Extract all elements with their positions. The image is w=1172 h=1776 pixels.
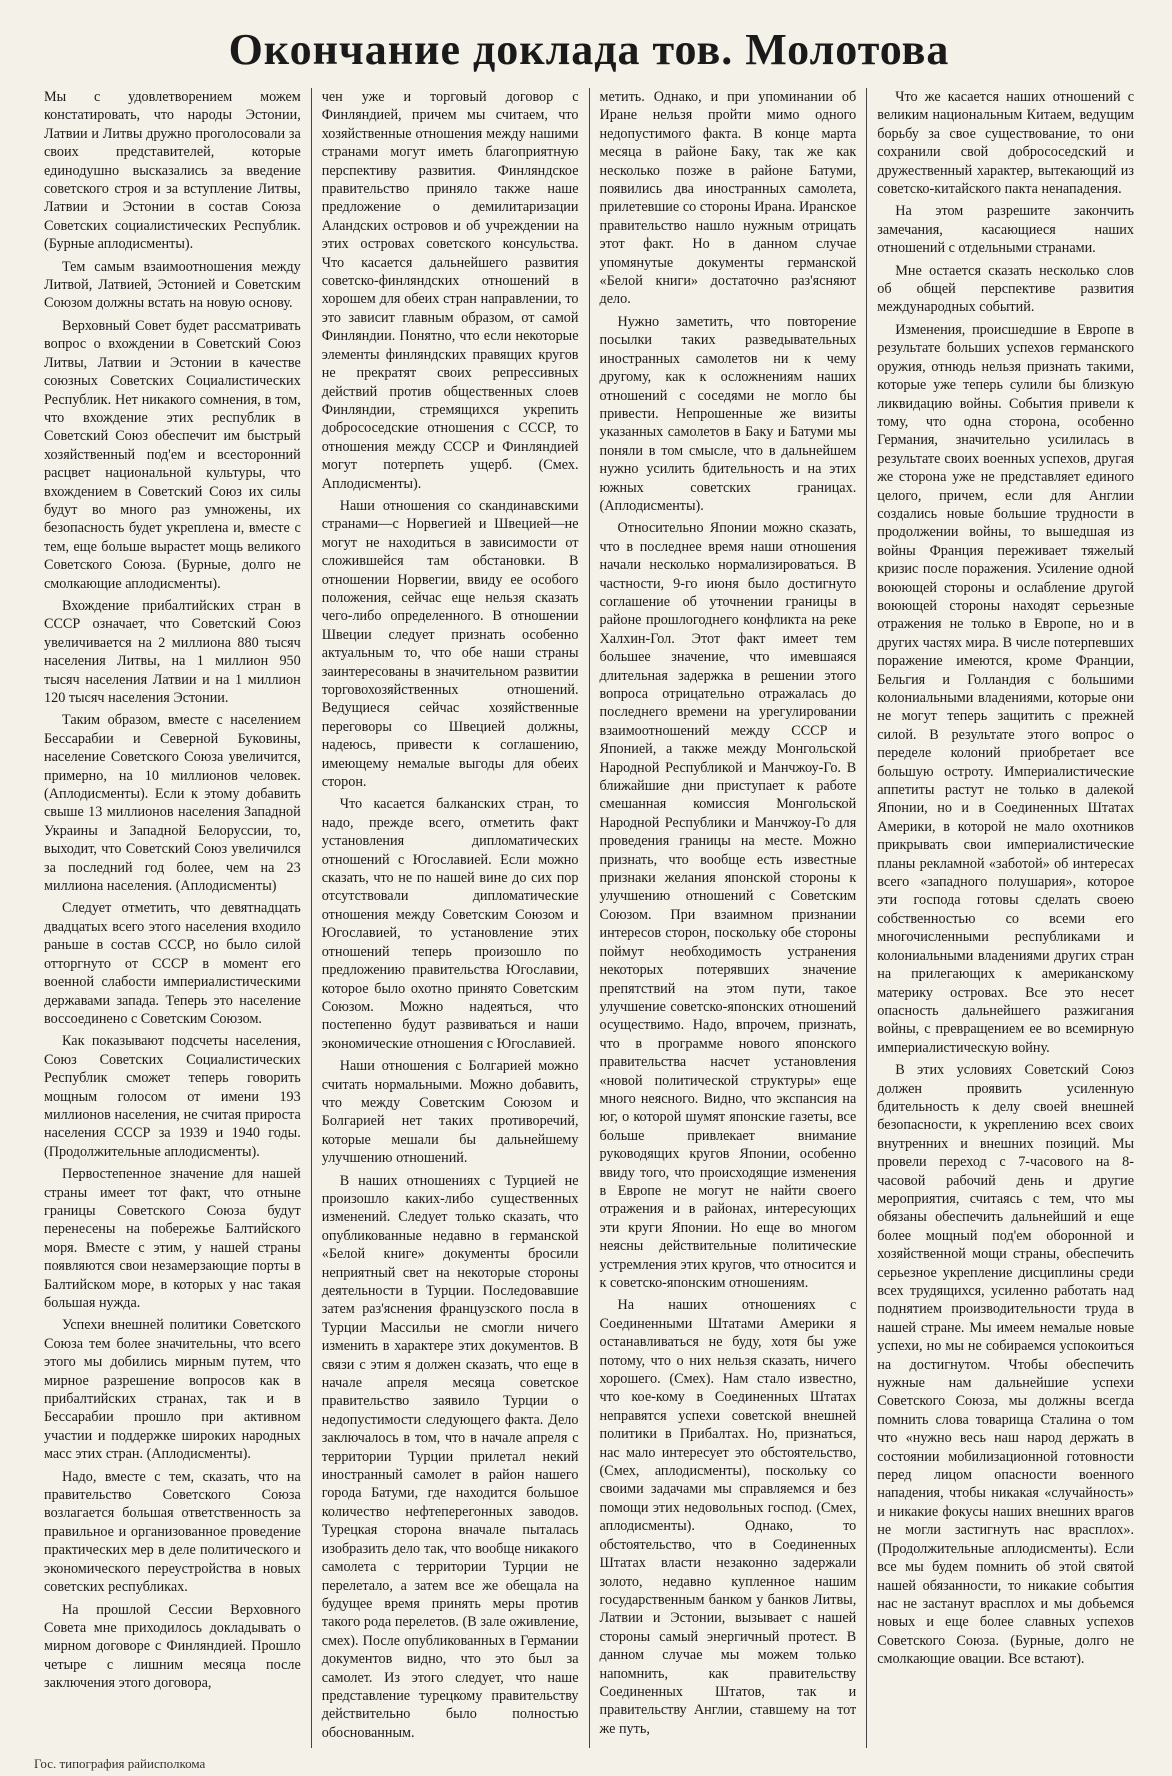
column-4 [866,88,1144,1748]
paragraph: Наши отношения со скандинавскими странами—с Норвегией и Швецией—не могут не находиться в зависимости от сложившейся там обстановки. В отношении Норвегии, ввиду ее особого положения, сейчас еще нельзя сказать чего-либо определенного. В отношении Швеции следует признать особенно актуальным то, что обе наши страны заинтересованы в значительном развитии торговохозяйственных отношений. Ведущиеся сейчас хозяйственные переговоры со Швецией должны, надеюсь, привести к соглашению, имеющему немалые выгоды для обеих сторон. [321,497,579,791]
column-1 [34,88,311,1748]
imprint-text: Гос. типография райисполкома [34,1756,206,1771]
paragraph: На этом разрешите закончить замечания, касающиеся наших отношений с отдельными странами. [877,203,1134,257]
paragraph: Тем самым взаимоотношения между Литвой, Латвией, Эстонией и Советским Союзом должны встать на новую основу. [44,258,301,312]
paragraph: Изменения, происшедшие в Европе в результате больших успехов германского оружия, отнюдь нельзя признать такими, которые уже теперь сулили бы близкую ликвидацию войны. События привели к тому, что одна сторона, особенно Германия, значительно усилилась в результате своих военных успехов, другая же сторона уже не представляет единого целого, причем, если для Англии создались новые большие трудности в продолжении войны, то вышедшая из войны Франция переживает тяжелый кризис после поражения. Усиление одной воюющей стороны и ослабление другой воюющей стороны находят серьезные отражения не только в Европе, но и в других частях мира. В числе потерпевших поражение имеются, кроме Франции, Бельгия и Голландия с большими колониальными владениями, которые они не могут теперь защитить с прежней силой. В результате этого вопрос о переделе колоний приобретает все большую остроту. Империалистические аппетиты растут не только в далекой Японии, но и в Соединенных Штатах Америки, в которой не мало охотников прикрывать свои империалистические планы рекламной «заботой» об интересах всего «западного полушария», которое эти господа готовы сделать своею собственностью со всеми его многочисленными республиками и колониальными владениями других стран на прилегающих к американскому материку островах. Все это несет опасность дальнейшего разжигания войны, с превращением ее во всемирную империалистическую войну. [877,321,1134,1056]
column-3 [589,88,867,1748]
paragraph: Следует отметить, что девятнадцать двадцатых всего этого населения входило раньше в состав СССР, но было силой отторгнуто от СССР в момент его военной слабости империалистическими державами запада. Теперь это население воссоединено с Советским Союзом. [44,900,301,1027]
paragraph: Мне остается сказать несколько слов об общей перспективе развития международных событий. [877,262,1134,316]
paragraph: чен уже и торговый договор с Финляндией, причем мы считаем, что хозяйственные отношения между нашими странами могут иметь благоприятную перспективу развития. Финляндское правительство приняло также наше предложение о демилитаризации Аландских островов и об учреждении на этих островах советского консульства. Что касается дальнейшего развития советско-финляндских отношений в хорошем для обеих стран направлении, то это зависит главным образом, от самой Финляндии. Понятно, что если некоторые элементы финляндских правящих кругов не прекратят своих репрессивных действий против общественных слоев Финляндии, стремящихся укрепить добрососедские отношения с СССР, то отношения между СССР и Финляндией могут потерпеть ущерб. (Смех. Аплодисменты). [321,89,579,492]
paragraph: Наши отношения с Болгарией можно считать нормальными. Можно добавить, что между Советским Союзом и Болгарией нет таких противоречий, которые мешали бы дальнейшему улучшению отношений. [321,1058,579,1167]
page-footer [34,1756,1144,1772]
paragraph: В этих условиях Советский Союз должен проявить усиленную бдительность к делу своей внешней безопасности, к укреплению всех своих внутренних и внешних позиций. Мы провели переход с 7-часового на 8-часовой рабочий день и другие мероприятия, считаясь с тем, что мы обязаны обеспечить дальнейший и еще более мощный под'ем оборонной и хозяйственной мощи страны, обеспечить серьезное укрепление дисциплины среди всех трудящихся, усиленно работать над поднятием производительности труда в нашей стране. Мы имеем немалые новые успехи, но мы не собираемся успокоиться на достигнутом. Чтобы обеспечить нужные нам дальнейшие успехи Советского Союза, мы должны всегда помнить слова товарища Сталина о том что «нужно весь наш народ держать в состоянии мобилизационной готовности перед лицом опасности военного нападения, чтобы никакая «случайность» и никакие фокусы наших внешних врагов не могли застигнуть нас врасплох». (Продолжительные аплодисменты). Если все мы будем помнить об этой святой нашей обязанности, то никакие события нас не застанут врасплох и мы добьемся новых и еще более славных успехов Советского Союза. (Бурные, долго не смолкающие овации. Все встают). [877,1062,1134,1668]
paragraph: Вхождение прибалтийских стран в СССР означает, что Советский Союз увеличивается на 2 миллиона 880 тысяч населения Литвы, на 1 миллион 950 тысяч населения Латвии и на 1 миллион 120 тысяч населения Эстонии. [44,597,301,706]
paragraph: метить. Однако, и при упоминании об Иране нельзя пройти мимо одного недопустимого факта. В конце марта месяца в районе Баку, так же как несколько позже в районе Батуми, появились два иностранных самолета, прилетевшие со стороны Ирана. Иранское правительство нашло нужным отрицать этот факт. Но в данном случае упомянутые документы германской «Белой книги» достаточно раз'ясняют дело. [599,89,857,308]
paragraph: Нужно заметить, что повторение посылки таких разведывательных иностранных самолетов ни к чему другому, как к осложнениям наших отношений с соседями не могло бы привести. Непрошенные же визиты указанных самолетов в Баку и Батуми мы поняли в том смысле, что в дальнейшем нужно усилить бдительность и на этих южных советских границах. (Аплодисменты). [599,313,857,514]
paragraph: Верховный Совет будет рассматривать вопрос о вхождении в Советский Союз Литвы, Латвии и Эстонии в качестве союзных Советских Социалистических Республик. Нет никакого сомнения, в том, что вхождение этих республик в Советский Союз обеспечит им быстрый хозяйственный под'ем и всесторонний расцвет национальной культуры, что вхождением в Советский Союз их силы будут во много раз умножены, их безопасность будет укреплена и, вместе с тем, еще больше вырастет мощь великого Советского Союза. (Бурные, долго не смолкающие аплодисменты). [44,317,301,592]
headline: Окончание доклада тов. Молотова [228,25,950,74]
paragraph: Успехи внешней политики Советского Союза тем более значительны, что всего этого мы добились мирным путем, что мирное разрешение вопросов как в прибалтийских странах, так и в Бессарабии прошло при активном участии и поддержке широких народных масс этих стран. (Аплодисменты). [44,1317,301,1463]
paragraph: Как показывают подсчеты населения, Союз Советских Социалистических Республик сможет теперь говорить мощным голосом от имени 193 миллионов населения, не считая прироста населения СССР за 1939 и 1940 годы. (Продолжительные аплодисменты). [44,1033,301,1160]
paragraph: Таким образом, вместе с населением Бессарабии и Северной Буковины, население Советского Союза увеличится, примерно, на 10 миллионов человек. (Аплодисменты). Если к этому добавить свыше 13 миллионов населения Западной Украины и Западной Белоруссии, то, выходит, что Советский Союз увеличился за последний год более, чем на 23 миллиона населения. (Аплодисменты) [44,712,301,895]
paragraph: На прошлой Сессии Верховного Совета мне приходилось докладывать о мирном договоре с Финляндией. Прошло четыре с лишним месяца после заключения этого договора, [44,1601,301,1692]
paragraph: Что же касается наших отношений с великим национальным Китаем, ведущим борьбу за свое существование, то они сохранили свой добрососедский и дружественный характер, вытекающий из советско-китайского пакта ненападения. [877,89,1134,198]
paragraph: Что касается балканских стран, то надо, прежде всего, отметить факт установления дипломатических отношений с Югославией. Если можно сказать, что не по нашей вине до сих пор отсутствовали дипломатические отношения между Советским Союзом и Югославией, то установление этих отношений теперь произошло по предложению правительства Югославии, которое было охотно принято Советским Союзом. Можно надеяться, что постепенно будут развиваться и наши экономические отношения с Югославией. [321,796,579,1052]
paragraph: Мы с удовлетворением можем констатировать, что народы Эстонии, Латвии и Литвы дружно проголосовали за своих представителей, которые единодушно высказались за введение советского строя и за вступление Литвы, Латвии и Эстонии в состав Союза Советских социалистических Республик. (Бурные аплодисменты). [44,89,301,253]
column-2 [311,88,589,1748]
paragraph: Надо, вместе с тем, сказать, что на правительство Советского Союза возлагается большая ответственность за правильное и организованное проведение практических мер в деле политического и экономического переустройства в новых советских республиках. [44,1468,301,1596]
paragraph: Первостепенное значение для нашей страны имеет тот факт, что отныне границы Советского Союза будут перенесены на побережье Балтийского моря. Вместе с этим, у нашей страны появляются свои незамерзающие порты в Балтийском море, в которых у нас такая большая нужда. [44,1166,301,1311]
article-columns [34,88,1144,1748]
paragraph: В наших отношениях с Турцией не произошло каких-либо существенных изменений. Следует только сказать, что опубликованные недавно в германской «Белой книге» документы бросили неприятный свет на некоторые стороны деятельности в Турции. Последовавшие затем раз'яснения французского посла в Турции Массильи не смогли ничего изменить в характере этих документов. В связи с этим я должен сказать, что еще в начале апреля месяца советское правительство заявило Турции о недопустимости следующего факта. Дело заключалось в том, что в начале апреля с территории Турции прилетал некий иностранный самолет в район нашего города Батуми, где находится большое количество нефтеперегонных заводов. Турецкая сторона вначале пыталась изобразить дело так, что вообще никакого самолета с территории Турции не перелетало, а затем все же обещала на будущее время принять меры против такого рода перелетов. (В зале оживление, смех). После опубликованных в Германии документов видно, что это был за самолет. Из этого следует, что наше представление турецкому правительству действительно было полностью обоснованным. [321,1172,579,1741]
paragraph: На наших отношениях с Соединенными Штатами Америки я останавливаться не буду, хотя бы уже потому, что о них нельзя сказать, ничего хорошего. (Смех). Нам стало известно, что кое-кому в Соединенных Штатах неправятся успехи советской внешней политики в Прибалтах. Но, признаться, нас мало интересует это обстоятельство, (Смех, аплодисменты), поскольку со своими задачами мы справляемся и без помощи этих недовольных господ. (Смех, аплодисменты). Однако, то обстоятельство, что в Соединенных Штатах власти незаконно задержали золото, недавно купленное нашим государственным банком у банков Литвы, Латвии и Эстонии, вызывает с нашей стороны самый энергичный протест. В данном случае мы можем только напомнить, как правительству Соединенных Штатов, так и правительству Англии, ставшему на тот же путь, [599,1297,857,1737]
paragraph: Относительно Японии можно сказать, что в последнее время наши отношения начали несколько нормализироваться. В частности, 9-го июня было достигнуто соглашение об уточнении границы в районе прошлогоднего конфликта на реке Халхин-Гол. Этот факт имеет тем большее значение, что имевшаяся длительная задержка в решении этого вопроса отрицательно отражалась до последнего времени на урегулировании взаимоотношений между СССР и Японией, а также между Монгольской Народной Республикой и Манчжоу-Го. В ближайшие дни приступает к работе смешанная комиссия Монгольской Народной Республики и Манчжоу-Го для проведения границы на месте. Можно признать, что вообще есть известные признаки желания японской стороны к улучшению отношений с Советским Союзом. При взаимном признании интересов сторон, поскольку обе стороны поймут необходимость устранения некоторых потерявших значение препятствий на этом пути, такое улучшение советско-японских отношений осуществимо. Надо, впрочем, признать, что в программе нового японского правительства насчет установления «новой политической структуры» еще много неясного. Видно, что экспансия на юг, о которой шумят японские газеты, все больше привлекает внимание руководящих кругов Японии, особенно ввиду того, что происходящие изменения в Европе не могут не найти своего отражения и в районах, интересующих эти круги Японии. Но еще во многом неясны действительные политические устремления этих кругов, что относится и к советско-японским отношениям. [599,520,857,1291]
